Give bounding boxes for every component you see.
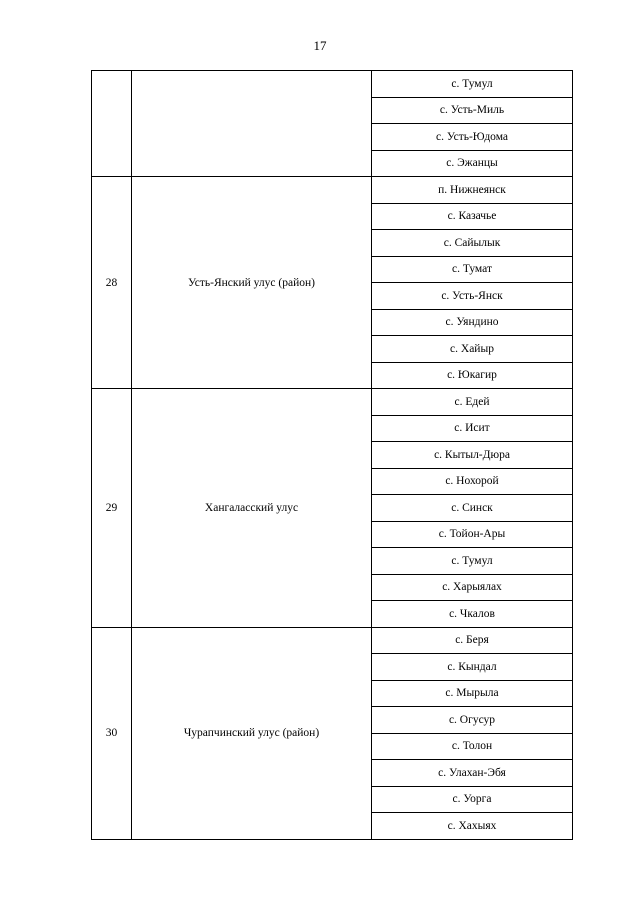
settlement-cell: с. Исит [372,415,573,442]
table-row [92,71,573,98]
settlement-cell: с. Уорга [372,786,573,813]
settlement-cell: с. Мырыла [372,680,573,707]
settlement-cell: с. Едей [372,389,573,416]
settlement-cell: п. Нижнеянск [372,177,573,204]
settlement-cell: с. Тумул [372,71,573,98]
settlement-cell: с. Огусур [372,707,573,734]
page-number: 17 [313,38,327,53]
settlement-cell: с. Тумат [372,256,573,283]
settlement-cell: с. Хайыр [372,336,573,363]
district-cell: Усть-Янский улус (район) [132,177,372,389]
settlement-cell: с. Юкагир [372,362,573,389]
settlement-cell: с. Усть-Миль [372,97,573,124]
table-body [92,71,573,840]
table-row [92,389,573,416]
settlement-cell: с. Кытыл-Дюра [372,442,573,469]
row-number-cell: 30 [92,627,132,839]
settlement-cell: с. Чкалов [372,601,573,628]
settlement-cell: с. Беря [372,627,573,654]
settlement-cell: с. Тойон-Ары [372,521,573,548]
row-number-cell: 28 [92,177,132,389]
settlement-cell: с. Нохорой [372,468,573,495]
row-number-cell: 29 [92,389,132,628]
row-number-cell [92,71,132,177]
settlement-cell: с. Сайылык [372,230,573,257]
district-cell: Хангаласский улус [132,389,372,628]
settlement-cell: с. Усть-Янск [372,283,573,310]
settlement-cell: с. Улахан-Эбя [372,760,573,787]
settlement-cell: с. Хахыях [372,813,573,840]
settlement-cell: с. Толон [372,733,573,760]
settlement-cell: с. Харыялах [372,574,573,601]
table-row [92,177,573,204]
settlement-cell: с. Эжанцы [372,150,573,177]
settlement-cell: с. Кындал [372,654,573,681]
settlement-cell: с. Уяндино [372,309,573,336]
settlement-cell: с. Тумул [372,548,573,575]
settlement-cell: с. Синск [372,495,573,522]
settlement-cell: с. Казачье [372,203,573,230]
district-cell [132,71,372,177]
district-cell: Чурапчинский улус (район) [132,627,372,839]
table-row [92,627,573,654]
settlements-table [91,70,573,840]
settlement-cell: с. Усть-Юдома [372,124,573,151]
